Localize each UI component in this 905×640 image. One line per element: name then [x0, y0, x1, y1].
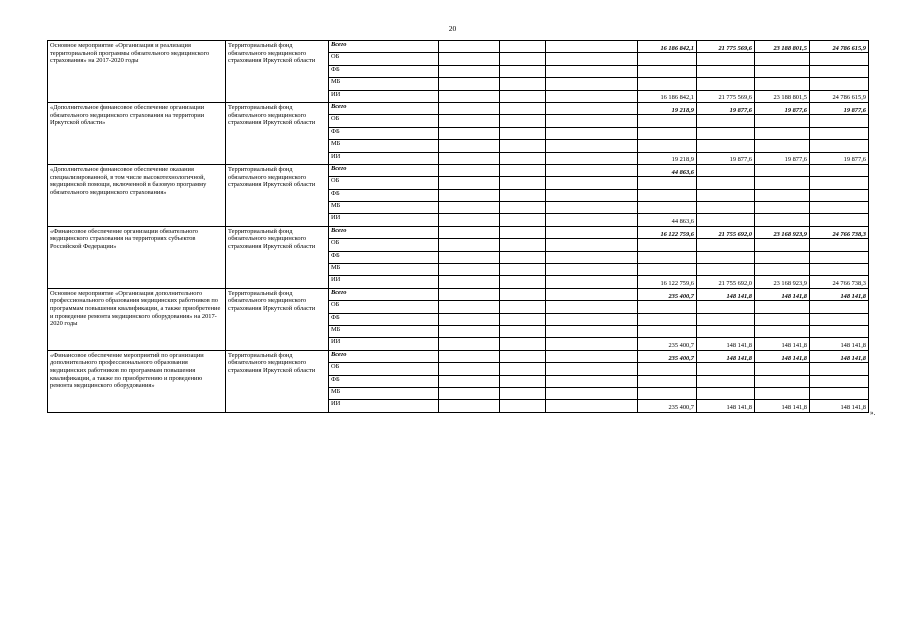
empty-value-cell: [697, 78, 755, 90]
empty-cell: [546, 41, 638, 53]
empty-cell: [546, 301, 638, 313]
empty-cell: [546, 387, 638, 399]
funding-source-cell: Всего: [329, 288, 439, 300]
empty-value-cell: [810, 189, 869, 201]
empty-cell: [439, 313, 500, 325]
funding-source-cell: ФБ: [329, 313, 439, 325]
empty-value-cell: [638, 78, 697, 90]
empty-cell: [500, 189, 546, 201]
empty-cell: [546, 338, 638, 350]
empty-cell: [500, 65, 546, 77]
funding-source-cell: МБ: [329, 387, 439, 399]
empty-value-cell: [810, 264, 869, 276]
empty-cell: [439, 177, 500, 189]
empty-value-cell: [810, 127, 869, 139]
empty-value-cell: [697, 313, 755, 325]
total-value-cell: 23 188 801,5: [755, 41, 810, 53]
funding-source-cell: ОБ: [329, 177, 439, 189]
empty-value-cell: [755, 202, 810, 214]
empty-cell: [500, 152, 546, 164]
empty-cell: [500, 115, 546, 127]
page-number: 20: [448, 24, 457, 33]
empty-cell: [546, 239, 638, 251]
total-value-cell: [697, 164, 755, 176]
ii-value-cell: 21 755 692,0: [697, 276, 755, 288]
empty-cell: [500, 400, 546, 412]
table-row: [48, 102, 869, 114]
empty-cell: [500, 41, 546, 53]
empty-value-cell: [810, 375, 869, 387]
empty-cell: [546, 214, 638, 226]
empty-value-cell: [697, 65, 755, 77]
empty-value-cell: [810, 387, 869, 399]
empty-value-cell: [755, 239, 810, 251]
empty-cell: [439, 363, 500, 375]
empty-cell: [500, 239, 546, 251]
empty-value-cell: [810, 301, 869, 313]
funding-source-cell: МБ: [329, 78, 439, 90]
empty-value-cell: [638, 363, 697, 375]
empty-value-cell: [755, 177, 810, 189]
empty-cell: [439, 338, 500, 350]
ii-value-cell: 148 141,8: [755, 400, 810, 412]
empty-cell: [500, 90, 546, 102]
empty-cell: [439, 375, 500, 387]
empty-cell: [439, 152, 500, 164]
empty-cell: [546, 78, 638, 90]
funding-source-cell: МБ: [329, 325, 439, 337]
empty-value-cell: [810, 115, 869, 127]
responsible-cell: Территориальный фонд обязательного медицинского страхования Иркутской области: [226, 164, 329, 226]
empty-cell: [439, 226, 500, 238]
total-value-cell: 148 141,8: [810, 288, 869, 300]
funding-source-cell: ОБ: [329, 239, 439, 251]
empty-cell: [546, 325, 638, 337]
empty-value-cell: [638, 65, 697, 77]
empty-value-cell: [697, 189, 755, 201]
empty-cell: [546, 264, 638, 276]
empty-cell: [546, 313, 638, 325]
funding-source-cell: ОБ: [329, 301, 439, 313]
total-value-cell: 44 863,6: [638, 164, 697, 176]
event-name-cell: «Финансовое обеспечение организации обязательного медицинского страхования на территориях субъектов Российской Федерации»: [48, 226, 226, 288]
empty-cell: [546, 53, 638, 65]
empty-cell: [500, 301, 546, 313]
empty-cell: [546, 152, 638, 164]
total-value-cell: [755, 164, 810, 176]
empty-cell: [546, 102, 638, 114]
empty-value-cell: [697, 115, 755, 127]
empty-cell: [439, 65, 500, 77]
ii-value-cell: 16 186 842,1: [638, 90, 697, 102]
ii-value-cell: 19 877,6: [810, 152, 869, 164]
empty-cell: [439, 78, 500, 90]
ii-value-cell: 23 168 923,9: [755, 276, 810, 288]
empty-value-cell: [697, 202, 755, 214]
empty-value-cell: [697, 177, 755, 189]
empty-cell: [500, 127, 546, 139]
funding-source-cell: ИИ: [329, 338, 439, 350]
empty-cell: [500, 102, 546, 114]
empty-value-cell: [638, 301, 697, 313]
table-body: [48, 41, 869, 413]
ii-value-cell: 148 141,8: [810, 400, 869, 412]
empty-cell: [546, 288, 638, 300]
empty-value-cell: [638, 375, 697, 387]
empty-cell: [439, 387, 500, 399]
empty-value-cell: [755, 325, 810, 337]
total-value-cell: 23 168 923,9: [755, 226, 810, 238]
total-value-cell: 19 877,6: [755, 102, 810, 114]
funding-source-cell: ФБ: [329, 127, 439, 139]
total-value-cell: 148 141,8: [755, 350, 810, 362]
empty-cell: [500, 375, 546, 387]
empty-value-cell: [638, 387, 697, 399]
funding-source-cell: ИИ: [329, 214, 439, 226]
ii-value-cell: 148 141,8: [697, 400, 755, 412]
closing-quote-mark: ».: [870, 409, 876, 417]
empty-value-cell: [755, 251, 810, 263]
table-row: [48, 164, 869, 176]
empty-cell: [439, 189, 500, 201]
empty-value-cell: [755, 301, 810, 313]
funding-source-cell: ФБ: [329, 251, 439, 263]
table-row: [48, 288, 869, 300]
empty-value-cell: [697, 264, 755, 276]
empty-cell: [500, 276, 546, 288]
empty-cell: [439, 41, 500, 53]
total-value-cell: 148 141,8: [697, 350, 755, 362]
empty-cell: [439, 214, 500, 226]
funding-source-cell: ИИ: [329, 276, 439, 288]
empty-cell: [500, 177, 546, 189]
ii-value-cell: 21 775 569,6: [697, 90, 755, 102]
funding-source-cell: Всего: [329, 226, 439, 238]
total-value-cell: 148 141,8: [697, 288, 755, 300]
budget-table: [47, 40, 869, 413]
empty-cell: [546, 90, 638, 102]
funding-source-cell: МБ: [329, 264, 439, 276]
funding-source-cell: Всего: [329, 164, 439, 176]
empty-value-cell: [697, 239, 755, 251]
ii-value-cell: 24 786 615,9: [810, 90, 869, 102]
total-value-cell: 24 786 615,9: [810, 41, 869, 53]
ii-value-cell: 16 122 759,6: [638, 276, 697, 288]
empty-value-cell: [638, 127, 697, 139]
empty-value-cell: [755, 127, 810, 139]
empty-cell: [546, 189, 638, 201]
empty-value-cell: [697, 387, 755, 399]
ii-value-cell: [697, 214, 755, 226]
empty-cell: [546, 363, 638, 375]
funding-source-cell: Всего: [329, 350, 439, 362]
empty-cell: [546, 251, 638, 263]
empty-value-cell: [638, 313, 697, 325]
empty-value-cell: [755, 264, 810, 276]
empty-cell: [500, 140, 546, 152]
funding-source-cell: ОБ: [329, 115, 439, 127]
empty-cell: [500, 387, 546, 399]
empty-value-cell: [810, 140, 869, 152]
total-value-cell: 21 775 569,6: [697, 41, 755, 53]
empty-cell: [439, 325, 500, 337]
total-value-cell: 21 755 692,0: [697, 226, 755, 238]
funding-source-cell: ОБ: [329, 363, 439, 375]
empty-cell: [500, 53, 546, 65]
total-value-cell: 19 877,6: [810, 102, 869, 114]
empty-value-cell: [810, 363, 869, 375]
empty-cell: [439, 350, 500, 362]
empty-cell: [546, 276, 638, 288]
ii-value-cell: 19 877,6: [755, 152, 810, 164]
empty-value-cell: [810, 53, 869, 65]
empty-value-cell: [755, 78, 810, 90]
empty-cell: [546, 65, 638, 77]
total-value-cell: 24 766 738,3: [810, 226, 869, 238]
empty-value-cell: [755, 363, 810, 375]
empty-value-cell: [638, 53, 697, 65]
empty-cell: [500, 164, 546, 176]
empty-value-cell: [638, 202, 697, 214]
funding-source-cell: ИИ: [329, 90, 439, 102]
empty-cell: [546, 127, 638, 139]
empty-value-cell: [638, 177, 697, 189]
empty-value-cell: [755, 189, 810, 201]
ii-value-cell: 44 863,6: [638, 214, 697, 226]
empty-cell: [546, 140, 638, 152]
funding-source-cell: ИИ: [329, 152, 439, 164]
empty-cell: [439, 90, 500, 102]
ii-value-cell: 23 188 801,5: [755, 90, 810, 102]
empty-cell: [500, 264, 546, 276]
funding-source-cell: Всего: [329, 102, 439, 114]
empty-value-cell: [697, 301, 755, 313]
empty-cell: [439, 288, 500, 300]
event-name-cell: Основное мероприятие «Организация дополнительного профессионального образования медицинских работников по программам повышения квалификации, а также приобретение и проведение ремонта медицинского оборудования» на 2017-2020 годы: [48, 288, 226, 350]
ii-value-cell: 19 218,9: [638, 152, 697, 164]
empty-value-cell: [697, 127, 755, 139]
empty-cell: [500, 350, 546, 362]
empty-value-cell: [638, 239, 697, 251]
empty-value-cell: [697, 251, 755, 263]
empty-cell: [500, 363, 546, 375]
empty-cell: [500, 325, 546, 337]
empty-value-cell: [810, 239, 869, 251]
responsible-cell: Территориальный фонд обязательного медицинского страхования Иркутской области: [226, 288, 329, 350]
empty-cell: [546, 375, 638, 387]
empty-value-cell: [810, 65, 869, 77]
empty-value-cell: [810, 251, 869, 263]
empty-value-cell: [638, 115, 697, 127]
empty-cell: [439, 301, 500, 313]
empty-value-cell: [697, 363, 755, 375]
funding-source-cell: ОБ: [329, 53, 439, 65]
ii-value-cell: [755, 214, 810, 226]
funding-source-cell: ФБ: [329, 189, 439, 201]
empty-value-cell: [638, 251, 697, 263]
empty-cell: [546, 115, 638, 127]
empty-value-cell: [810, 313, 869, 325]
event-name-cell: «Дополнительное финансовое обеспечение оказания специализированной, в том числе высокотехнологичной, медицинской помощи, включенной в базовую программу обязательного медицинского страхования»: [48, 164, 226, 226]
total-value-cell: 16 186 842,1: [638, 41, 697, 53]
funding-source-cell: Всего: [329, 41, 439, 53]
empty-cell: [500, 313, 546, 325]
empty-cell: [439, 276, 500, 288]
funding-source-cell: ИИ: [329, 400, 439, 412]
empty-cell: [546, 202, 638, 214]
empty-value-cell: [697, 140, 755, 152]
funding-source-cell: МБ: [329, 140, 439, 152]
empty-cell: [500, 226, 546, 238]
ii-value-cell: 24 766 738,3: [810, 276, 869, 288]
total-value-cell: 235 400,7: [638, 350, 697, 362]
ii-value-cell: 235 400,7: [638, 400, 697, 412]
empty-value-cell: [755, 140, 810, 152]
empty-cell: [439, 400, 500, 412]
responsible-cell: Территориальный фонд обязательного медицинского страхования Иркутской области: [226, 41, 329, 103]
empty-value-cell: [810, 202, 869, 214]
empty-value-cell: [755, 65, 810, 77]
empty-value-cell: [697, 325, 755, 337]
ii-value-cell: 148 141,8: [697, 338, 755, 350]
funding-source-cell: МБ: [329, 202, 439, 214]
empty-cell: [439, 140, 500, 152]
empty-value-cell: [638, 325, 697, 337]
empty-cell: [546, 177, 638, 189]
event-name-cell: «Финансовое обеспечение мероприятий по организации дополнительного профессионального образования медицинских работников по программам повышения квалификации, а также по приобретению и проведению ремонта медицинского оборудования»: [48, 350, 226, 412]
ii-value-cell: [810, 214, 869, 226]
total-value-cell: 19 877,6: [697, 102, 755, 114]
empty-cell: [439, 164, 500, 176]
funding-source-cell: ФБ: [329, 375, 439, 387]
event-name-cell: «Дополнительное финансовое обеспечение организации обязательного медицинского страхования на территории Иркутской области»: [48, 102, 226, 164]
empty-cell: [439, 102, 500, 114]
funding-source-cell: ФБ: [329, 65, 439, 77]
ii-value-cell: 148 141,8: [755, 338, 810, 350]
empty-cell: [439, 53, 500, 65]
empty-cell: [500, 214, 546, 226]
empty-cell: [546, 164, 638, 176]
responsible-cell: Территориальный фонд обязательного медицинского страхования Иркутской области: [226, 350, 329, 412]
empty-cell: [500, 338, 546, 350]
total-value-cell: 19 218,9: [638, 102, 697, 114]
empty-cell: [439, 202, 500, 214]
empty-cell: [500, 78, 546, 90]
empty-value-cell: [638, 189, 697, 201]
empty-cell: [500, 251, 546, 263]
empty-cell: [546, 350, 638, 362]
empty-cell: [439, 115, 500, 127]
empty-cell: [439, 251, 500, 263]
empty-value-cell: [755, 387, 810, 399]
responsible-cell: Территориальный фонд обязательного медицинского страхования Иркутской области: [226, 226, 329, 288]
empty-cell: [439, 127, 500, 139]
empty-value-cell: [755, 375, 810, 387]
table-row: [48, 350, 869, 362]
empty-value-cell: [810, 325, 869, 337]
ii-value-cell: 235 400,7: [638, 338, 697, 350]
empty-cell: [439, 239, 500, 251]
empty-value-cell: [755, 53, 810, 65]
total-value-cell: 235 400,7: [638, 288, 697, 300]
empty-value-cell: [810, 177, 869, 189]
table-row: [48, 226, 869, 238]
total-value-cell: 16 122 759,6: [638, 226, 697, 238]
empty-value-cell: [638, 140, 697, 152]
empty-value-cell: [697, 375, 755, 387]
empty-cell: [546, 226, 638, 238]
empty-value-cell: [755, 115, 810, 127]
total-value-cell: [810, 164, 869, 176]
total-value-cell: 148 141,8: [810, 350, 869, 362]
empty-cell: [439, 264, 500, 276]
ii-value-cell: 19 877,6: [697, 152, 755, 164]
ii-value-cell: 148 141,8: [810, 338, 869, 350]
responsible-cell: Территориальный фонд обязательного медицинского страхования Иркутской области: [226, 102, 329, 164]
empty-cell: [500, 288, 546, 300]
empty-cell: [500, 202, 546, 214]
total-value-cell: 148 141,8: [755, 288, 810, 300]
event-name-cell: Основное мероприятие «Организация и реализация территориальной программы обязательного медицинского страхования» на 2017-2020 годы: [48, 41, 226, 103]
empty-value-cell: [638, 264, 697, 276]
empty-value-cell: [755, 313, 810, 325]
table-row: [48, 41, 869, 53]
empty-cell: [546, 400, 638, 412]
empty-value-cell: [810, 78, 869, 90]
empty-value-cell: [697, 53, 755, 65]
